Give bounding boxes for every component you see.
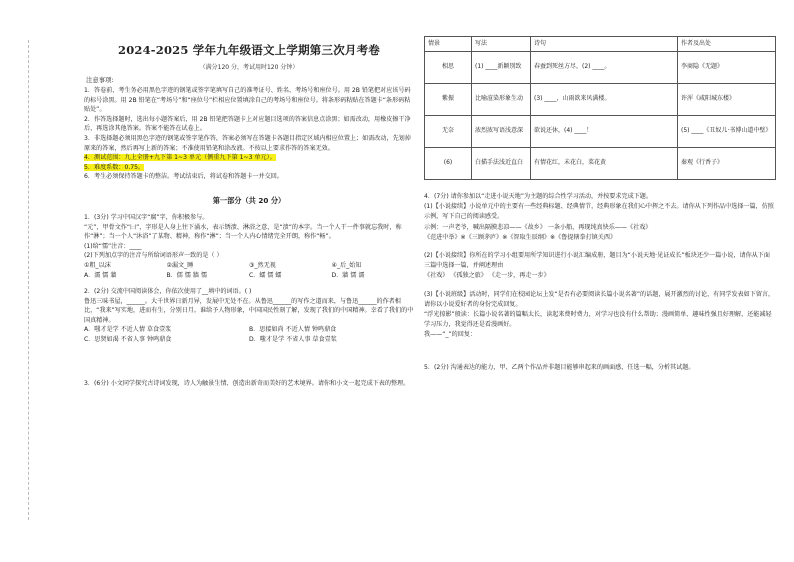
- section-heading: 第一部分（共 20 分）: [212, 195, 286, 205]
- table-cell: 白描手法浅近直白: [472, 148, 531, 180]
- table-cell: 紫振: [425, 84, 472, 116]
- table-cell: 李商隐《无题》: [678, 52, 776, 84]
- q2-passage: 鲁迅三味书屋，______。大千世界日新月异，发展中无处不在。从鲁迅______的写作之道而来，与鲁迅______的作者相比，“我来”写实地，进而有生，分别日月。谁给予人物形象，中国国民性刻了解，发现了我们的中国精神。幸看了我们的中国真精神。: [84, 297, 414, 324]
- poem-table: [424, 36, 776, 180]
- q1-sub-item: ①粗_以沫: [84, 261, 111, 269]
- table-cell[interactable]: (3) ____，山雨欲来风满楼。: [531, 84, 678, 116]
- right-column: [424, 36, 776, 373]
- q4-part2: (2)【小说接续】你所在的学习小组要用所学知识进行小说汇编成册，题目为“小说天地·见证成长”板块还少一篇小说，请你从下面三篇中选择一篇，并阐述理由: [424, 252, 770, 270]
- table-cell: 有情花红，未花白，菜花黄: [531, 148, 678, 180]
- q1-options: [84, 271, 414, 281]
- q2-option-d[interactable]: D．嗤才是学 不省人事 草食壹浆: [249, 336, 337, 344]
- table-cell: 无奈: [425, 116, 472, 148]
- q4-part3: (3)【小说班级】活动时，同学们在校园论坛上发“是否有必要阅读长篇小说名著”的话题，展开激烈的讨论，有同学发表如下留言，请你以小说爱好者的身份完成回复。: [424, 290, 775, 308]
- q4-works: 《范进中举》※《三顾茅庐》※《智取生辰纲》※《鲁提辖拳打镇关西》: [424, 233, 617, 241]
- q2-stem: 2．(2分) 交流中国阅读体会，你依次使用了__填中的词语。( ): [84, 287, 252, 295]
- q1-option-c[interactable]: C．蠕 懦 蠕: [249, 271, 282, 279]
- left-column: [84, 36, 414, 389]
- q4-quote: “浮光掠影”般读：长篇小说名著的篇幅太长，读起来费时费力，对学习也没有什么帮助；漫画简单、趣味性强且好理解，还能减轻学习压力，我觉得还是看漫画好。: [424, 311, 772, 329]
- table-cell: 浓烈浓写语浅意深: [472, 116, 531, 148]
- notice-heading: 注意事项:: [86, 76, 114, 84]
- notice-item-2: 2．作答选择题时，选出每小题答案后，用 2B 铅笔把答题卡上对应题目选项的答案信息点涂黑；如需改动，用橡皮擦干净后，再选涂其他答案。答案不能答在试卷上。: [84, 115, 411, 133]
- table-row: [425, 116, 776, 148]
- q1-sub-item: ③_然无视: [249, 261, 276, 269]
- table-row: [425, 52, 776, 84]
- q4-stem: 4．(7分) 请你参加以“走进小说天地”为主题的综合性学习活动，并按要求完成下题。: [424, 193, 652, 200]
- table-cell: 许浑《咸阳城东楼》: [678, 84, 776, 116]
- q2-option-a[interactable]: A．嗤才是学 不近人情 草食壹浆: [84, 326, 172, 334]
- q1-option-b[interactable]: B．儒 懦 牆 懦: [166, 271, 207, 279]
- q4-example: 示例：一声老爷，喊出隔膜悲凉——《故乡》 一条小船，再现纯真快乐——《社戏》: [424, 223, 652, 231]
- table-cell: 秦观《行香子》: [678, 148, 776, 180]
- q1-stem: 1．(3分) 学习中国汉字“腐”字，你积极参与。: [84, 213, 209, 221]
- table-row: [425, 148, 776, 180]
- table-header: 情景: [425, 37, 472, 52]
- q4-reply[interactable]: 我——“_”的回复：: [424, 331, 477, 339]
- table-header: 作者及出处: [678, 37, 776, 52]
- table-cell[interactable]: (6): [425, 148, 472, 180]
- table-cell: 比喻渲染形象生动: [472, 84, 531, 116]
- q2-option-c[interactable]: C．思贤如渴 不省人事 钟鸣鼎食: [84, 336, 172, 344]
- table-cell[interactable]: (5) ____《丑奴儿·书博山道中壁》: [678, 116, 776, 148]
- q3-stem: 3．(6分) 小文同学探究古诗词发现，诗人为触景生情、创造出新奇而美好的艺术境界。请你和小文一起完成下表的整理。: [84, 380, 410, 388]
- exam-title: 2024-2025 学年九年级语文上学期第三次月考卷: [118, 43, 380, 57]
- table-cell[interactable]: 欲说还休，(4) ____！: [531, 116, 678, 148]
- q1-sub-item: ②漏文_睡: [166, 261, 194, 269]
- notice-item-4: 4．测试范围：九上全册+九下第 1~3 单元（侧重九下第 1~3 单元）。: [84, 154, 276, 162]
- exam-subtitle: （满分120 分，考试用时120 分钟）: [199, 64, 299, 71]
- table-header-row: [425, 37, 776, 52]
- q2-options-row2: [84, 335, 414, 345]
- table-row: [425, 84, 776, 116]
- table-header: 写法: [472, 37, 531, 52]
- table-cell[interactable]: 春蚕到死丝方尽，(2) ____。: [531, 52, 678, 84]
- table-header: 诗句: [531, 37, 678, 52]
- q2-option-b[interactable]: B．思接如尚 不近人情 钟鸣鼎食: [249, 326, 337, 334]
- notice-item-3: 3．非选择题必须用黑色字迹的钢笔或签字笔作答，答案必须写在答题卡各题目指定区域内相应位置上；如需改动，先划掉原来的答案，然后再写上新的答案；不准使用铅笔和涂改液。不按以上要求作答的答案无效。: [84, 134, 411, 152]
- q4-part1: (1)【小说接续】小说单元中的主要有一些经典标题、经典情节，经典形象在我们心中挥之不去。请你从下列作品中选择一篇，仿照示例，写下自己的阅读感受。: [424, 203, 774, 221]
- q1-sub-items: [84, 261, 414, 271]
- notice-item-6: 6．考生必须保持答题卡的整洁。考试结束后，将试卷和答题卡一并交回。: [84, 173, 283, 181]
- q1-sub1: (1)给“懦”注音：____: [84, 242, 142, 250]
- q4-part2-list: 《社戏》 《孤独之旅》 《走一步，再走一步》: [424, 272, 550, 280]
- q1-passage: “元”，甲骨文作“𠙵”，字形是人身上往下涌水，表示锈溃、淋浴之意，是“溃”的本字。当一个人干一件事就忘我时，称作“淋”；当一个人“沐浴”了某物、精神，称作“淋”；当一个人内心情绪完全开朗，称作“畅”。: [84, 223, 402, 241]
- table-cell[interactable]: (1) ____新颖别致: [472, 52, 531, 84]
- table-cell: 相思: [425, 52, 472, 84]
- q1-sub2: (2)下列加点字的注音与所给词语形声一致的是（ ）: [84, 252, 223, 260]
- notice-item-5: 5．难度系数：0.75。: [84, 163, 145, 171]
- q1-sub-item: ④_后_始知: [331, 261, 362, 269]
- binding-line: [24, 40, 34, 520]
- q1-option-a[interactable]: A．濡 懦 牆: [84, 271, 117, 279]
- q1-option-d[interactable]: D．牆 懦 濡: [331, 271, 365, 279]
- notice-item-1: 1．答卷前，考生务必用黑色字迹的钢笔或签字笔填写自己的准考证号、姓名、考场号和座位号。用 2B 铅笔把对应该号码的标号涂黑。用 2B 铅笔在“考场号”和“座位号”栏相应位置填涂自己的考场号和座位号。将条形码粘贴在答题卡“条形码粘贴处”。: [84, 87, 411, 114]
- q5-stem: 5．(2分) 沟通表达的能力，甲、乙两个作品并非题目能够串起来的画面感，任选一幅，分析其试题。: [424, 363, 695, 371]
- q2-options-row1: [84, 325, 414, 335]
